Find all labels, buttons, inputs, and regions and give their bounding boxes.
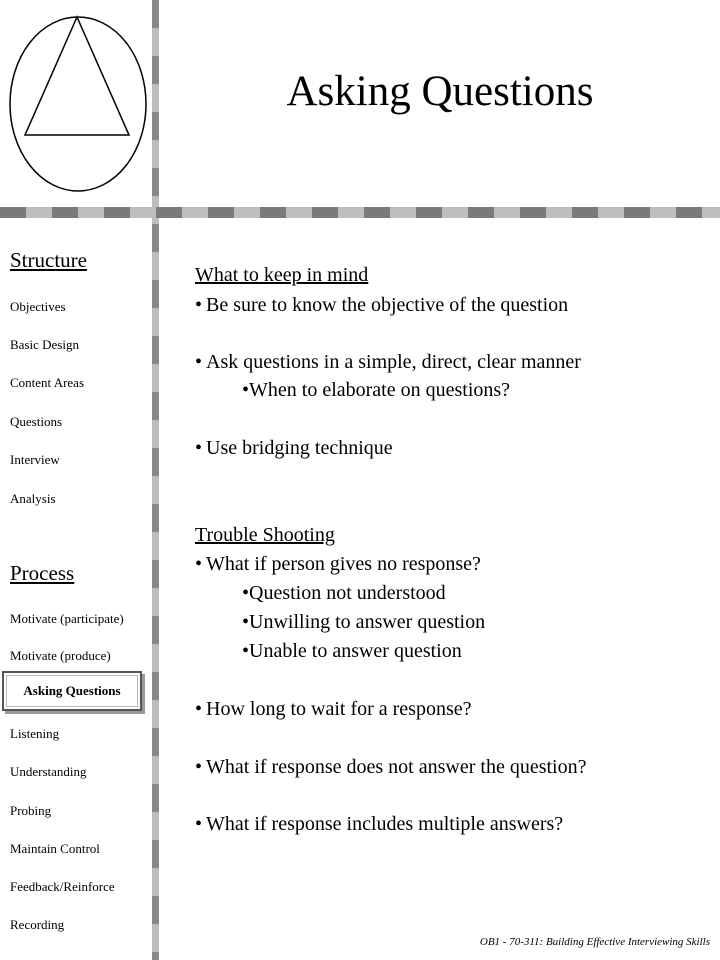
process-heading: Process — [10, 561, 75, 585]
sidebar-item-questions[interactable]: Questions — [10, 414, 62, 429]
list-item: • How long to wait for a response? — [195, 698, 472, 720]
list-item: • Be sure to know the objective of the question — [195, 294, 569, 316]
sidebar-item-recording[interactable]: Recording — [10, 917, 65, 932]
sidebar-item-basic-design[interactable]: Basic Design — [10, 337, 79, 352]
footer-text: OB1 - 70-311: Building Effective Interviewing Skills — [479, 936, 710, 948]
sidebar-item-motivate-produce[interactable]: Motivate (produce) — [10, 648, 111, 663]
sidebar-item-content-areas[interactable]: Content Areas — [10, 375, 85, 390]
list-item: • What if response includes multiple answers? — [195, 813, 564, 835]
keep-in-mind-heading: What to keep in mind — [195, 264, 369, 286]
vertical-divider — [152, 0, 159, 960]
list-item: • What if response does not answer the question? — [195, 756, 587, 778]
sidebar-item-analysis[interactable]: Analysis — [10, 491, 56, 506]
sidebar-item-understanding[interactable]: Understanding — [10, 764, 87, 779]
structure-heading: Structure — [10, 248, 87, 272]
list-item: • What if person gives no response? — [195, 553, 481, 575]
troubleshooting-heading: Trouble Shooting — [195, 524, 335, 546]
horizontal-divider — [0, 207, 720, 218]
list-item: • Ask questions in a simple, direct, clear manner — [195, 351, 581, 373]
sidebar-item-maintain-control[interactable]: Maintain Control — [10, 841, 100, 856]
list-item: •Unwilling to answer question — [242, 611, 486, 633]
list-item: •Unable to answer question — [242, 640, 462, 662]
page-title: Asking Questions — [286, 68, 594, 115]
sidebar-item-asking-questions-active[interactable]: Asking Questions — [2, 671, 142, 711]
list-item: •When to elaborate on questions? — [242, 379, 511, 401]
triangle-in-circle-icon — [8, 15, 148, 198]
sidebar-item-probing[interactable]: Probing — [10, 803, 52, 818]
sidebar-item-objectives[interactable]: Objectives — [10, 299, 66, 314]
sidebar-item-listening[interactable]: Listening — [10, 726, 60, 741]
sidebar-item-interview[interactable]: Interview — [10, 452, 60, 467]
list-item: • Use bridging technique — [195, 437, 393, 459]
sidebar-item-motivate-participate[interactable]: Motivate (participate) — [10, 611, 124, 626]
sidebar-item-feedback-reinforce[interactable]: Feedback/Reinforce — [10, 879, 115, 894]
list-item: •Question not understood — [242, 582, 446, 604]
